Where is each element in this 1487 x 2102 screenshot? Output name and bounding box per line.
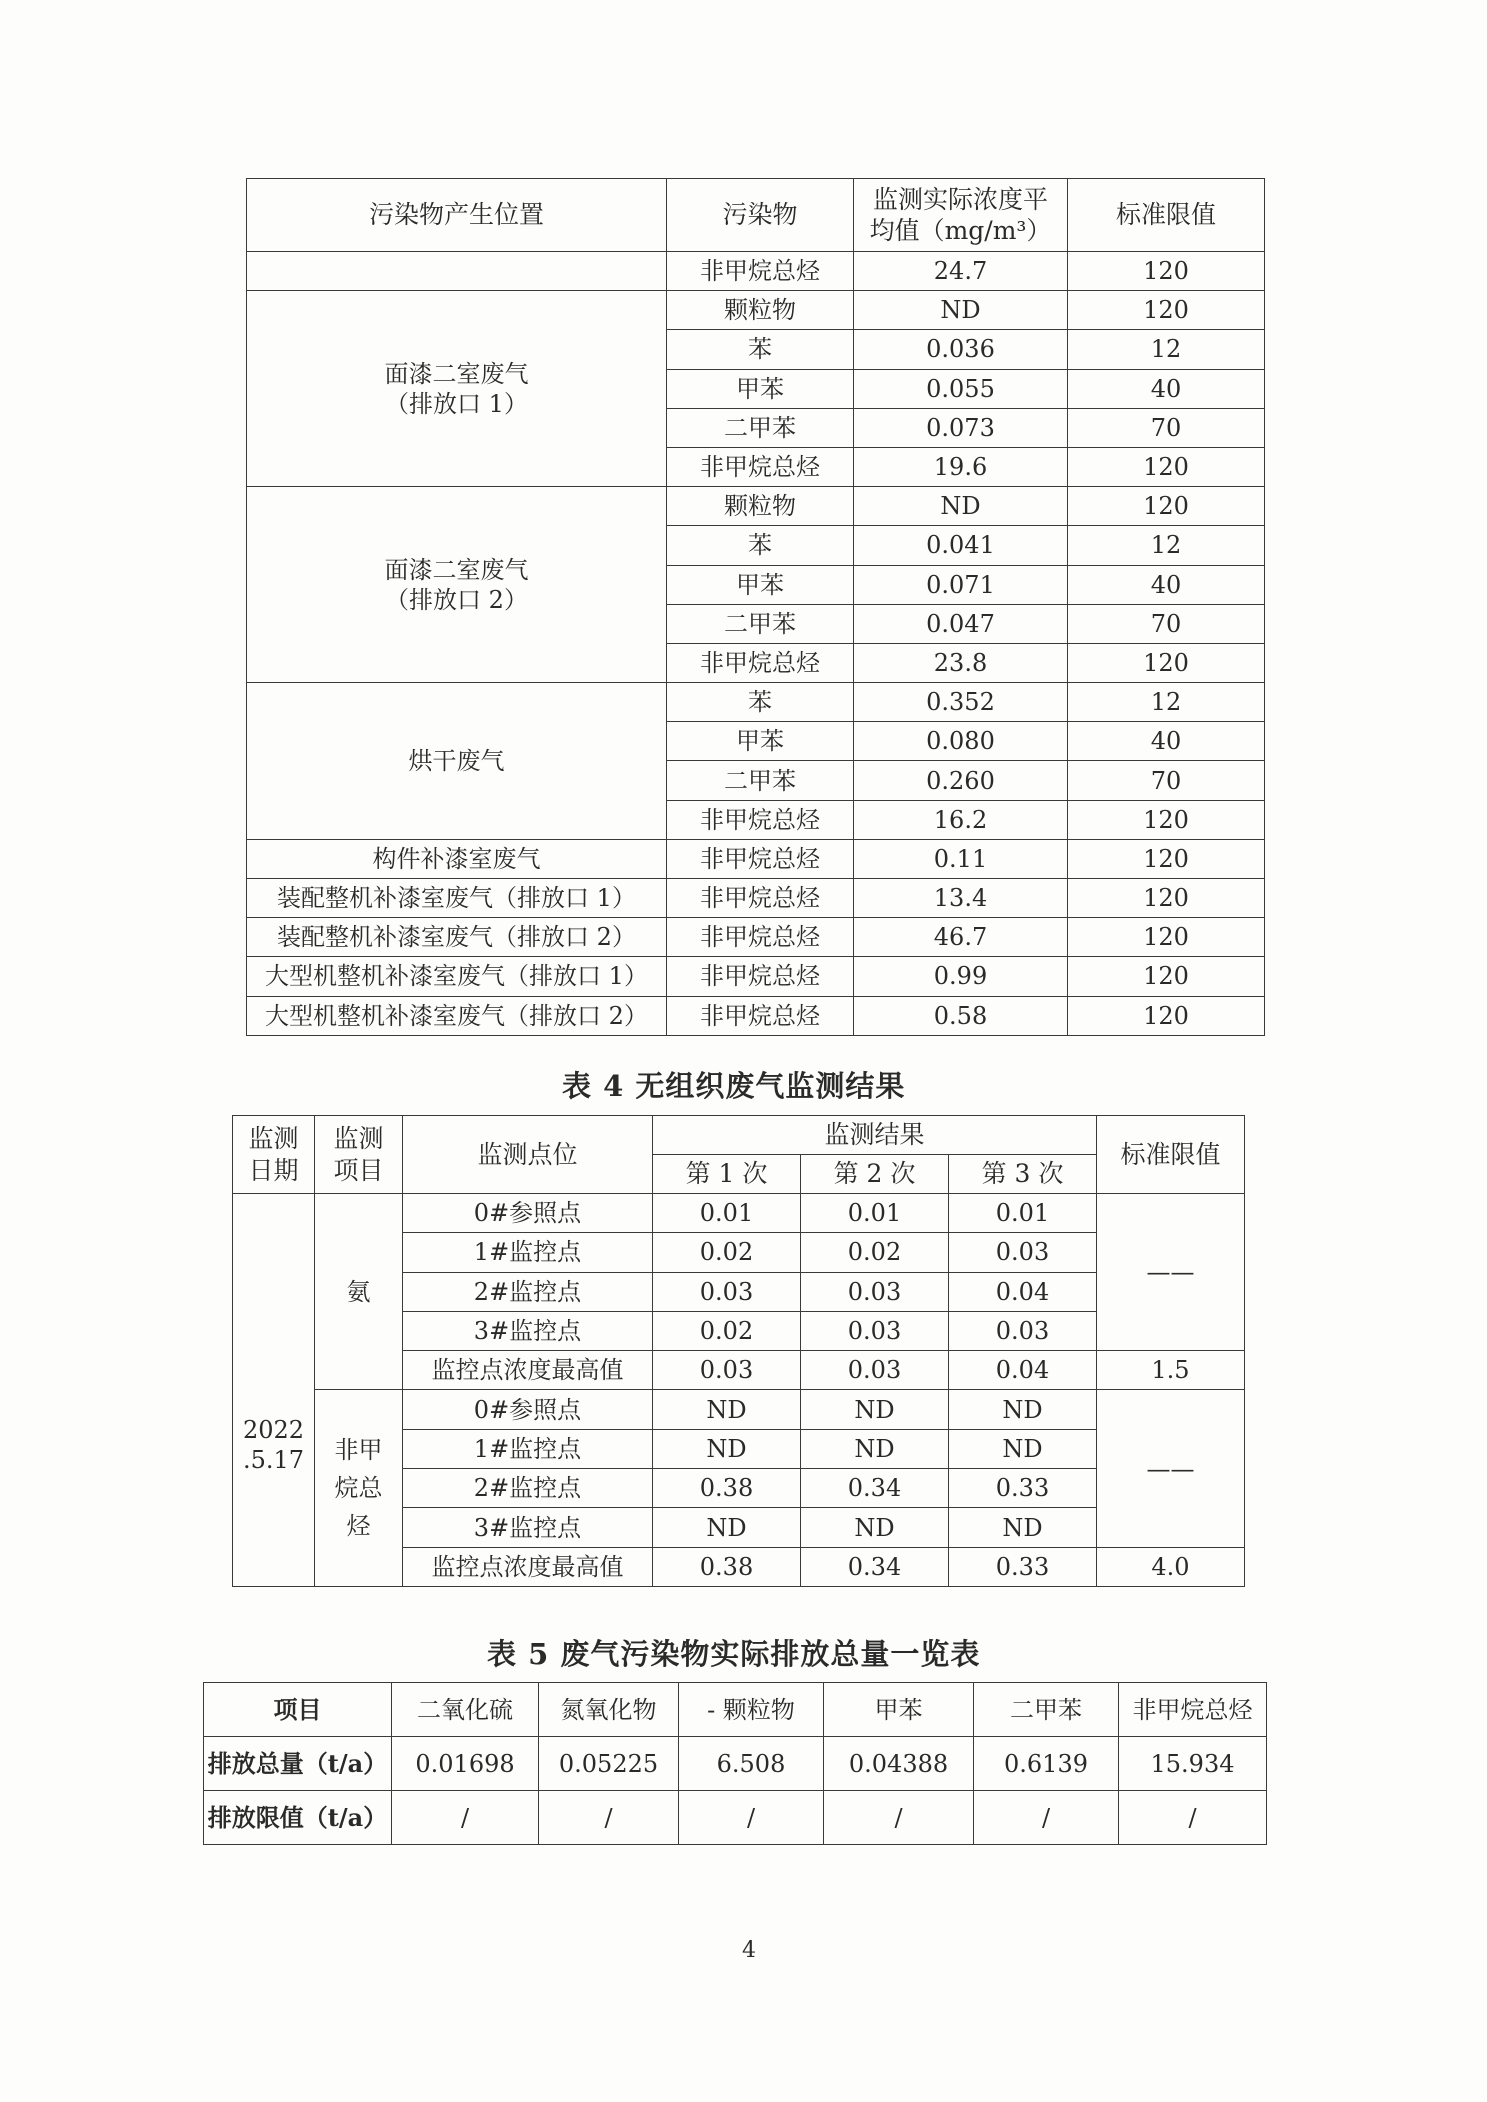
- cell-location-group: 面漆二室废气 （排放口 2）: [247, 487, 667, 683]
- cell-location: 构件补漆室废气: [247, 839, 667, 878]
- cell-value: 0.055: [854, 369, 1068, 408]
- cell-pollutant: 非甲烷总烃: [667, 447, 854, 486]
- cell-limit: 12: [1068, 683, 1265, 722]
- cell-limit: 120: [1068, 918, 1265, 957]
- cell-limit: 120: [1068, 879, 1265, 918]
- cell-value: 0.02: [653, 1311, 801, 1350]
- cell-value: ND: [854, 291, 1068, 330]
- cell-value: ND: [949, 1508, 1097, 1547]
- table-row: [247, 252, 1265, 291]
- cell-pollutant: 非甲烷总烃: [667, 918, 854, 957]
- row-label: 排放总量（t/a）: [204, 1737, 392, 1791]
- table-row: [247, 918, 1265, 957]
- cell-value: ND: [854, 487, 1068, 526]
- cell-value: 0.05225: [539, 1737, 679, 1791]
- cell-pollutant: 二甲苯: [667, 408, 854, 447]
- cell-pollutant: 二甲苯: [667, 604, 854, 643]
- cell-limit: 120: [1068, 839, 1265, 878]
- cell-location: 装配整机补漆室废气（排放口 2）: [247, 918, 667, 957]
- cell-point: 2#监控点: [403, 1469, 653, 1508]
- cell-limit: ——: [1097, 1390, 1245, 1547]
- cell-limit: 120: [1068, 487, 1265, 526]
- table-row: [204, 1683, 1267, 1737]
- cell-pollutant: 颗粒物: [667, 291, 854, 330]
- cell-value: 0.073: [854, 408, 1068, 447]
- cell-value: 0.03: [949, 1233, 1097, 1272]
- cell-pollutant: 苯: [667, 526, 854, 565]
- cell-location: [247, 252, 667, 291]
- cell-limit: 120: [1068, 996, 1265, 1035]
- header-run-1: 第 1 次: [653, 1155, 801, 1194]
- table-emission-totals: [203, 1682, 1267, 1845]
- cell-item: 非甲 烷总 烃: [315, 1390, 403, 1586]
- cell-value: /: [824, 1791, 974, 1845]
- cell-limit: 12: [1068, 526, 1265, 565]
- cell-value: 0.041: [854, 526, 1068, 565]
- cell-value: 0.080: [854, 722, 1068, 761]
- cell-limit: 120: [1068, 447, 1265, 486]
- cell-limit: 120: [1068, 252, 1265, 291]
- cell-value: 0.38: [653, 1469, 801, 1508]
- table-row: [233, 1194, 1245, 1233]
- cell-value: 0.11: [854, 839, 1068, 878]
- header-limit: 标准限值: [1068, 179, 1265, 252]
- cell-value: 0.04388: [824, 1737, 974, 1791]
- cell-value: 0.03: [801, 1351, 949, 1390]
- cell-value: ND: [653, 1429, 801, 1468]
- cell-item: 氨: [315, 1194, 403, 1390]
- header-result: 监测结果: [653, 1116, 1097, 1155]
- cell-value: ND: [801, 1429, 949, 1468]
- cell-pollutant: 非甲烷总烃: [667, 879, 854, 918]
- cell-point: 1#监控点: [403, 1429, 653, 1468]
- header-so2: 二氧化硫: [392, 1683, 539, 1737]
- table-row: [247, 291, 1265, 330]
- cell-value: ND: [801, 1508, 949, 1547]
- cell-value: 0.03: [653, 1272, 801, 1311]
- cell-value: 0.036: [854, 330, 1068, 369]
- cell-point: 2#监控点: [403, 1272, 653, 1311]
- table-row: [247, 683, 1265, 722]
- cell-value: /: [974, 1791, 1119, 1845]
- cell-pollutant: 二甲苯: [667, 761, 854, 800]
- cell-point: 监控点浓度最高值: [403, 1351, 653, 1390]
- table-row: [247, 996, 1265, 1035]
- cell-pollutant: 甲苯: [667, 369, 854, 408]
- cell-value: ND: [653, 1390, 801, 1429]
- cell-point: 0#参照点: [403, 1390, 653, 1429]
- table-row: [247, 839, 1265, 878]
- header-run-2: 第 2 次: [801, 1155, 949, 1194]
- cell-pollutant: 非甲烷总烃: [667, 643, 854, 682]
- cell-value: /: [1119, 1791, 1267, 1845]
- header-run-3: 第 3 次: [949, 1155, 1097, 1194]
- cell-value: 0.33: [949, 1469, 1097, 1508]
- cell-value: 0.260: [854, 761, 1068, 800]
- cell-pollutant: 非甲烷总烃: [667, 800, 854, 839]
- table-emission-concentration: [246, 178, 1265, 1036]
- table5-caption: 表 5 废气污染物实际排放总量一览表: [487, 1637, 981, 1671]
- cell-value: /: [679, 1791, 824, 1845]
- cell-point: 监控点浓度最高值: [403, 1547, 653, 1586]
- cell-value: 0.03: [801, 1311, 949, 1350]
- table-row: [247, 487, 1265, 526]
- table-fugitive-emission: [232, 1115, 1245, 1587]
- cell-value: 0.34: [801, 1547, 949, 1586]
- cell-limit: 70: [1068, 761, 1265, 800]
- cell-value: 0.04: [949, 1351, 1097, 1390]
- cell-value: /: [392, 1791, 539, 1845]
- cell-value: ND: [801, 1390, 949, 1429]
- cell-value: 0.33: [949, 1547, 1097, 1586]
- cell-value: 0.99: [854, 957, 1068, 996]
- cell-pollutant: 甲苯: [667, 722, 854, 761]
- cell-limit: 70: [1068, 408, 1265, 447]
- cell-value: 0.01698: [392, 1737, 539, 1791]
- cell-date: 2022 .5.17: [233, 1194, 315, 1587]
- cell-limit: 40: [1068, 722, 1265, 761]
- cell-value: 16.2: [854, 800, 1068, 839]
- cell-value: 19.6: [854, 447, 1068, 486]
- header-location: 污染物产生位置: [247, 179, 667, 252]
- header-item: 监测 项目: [315, 1116, 403, 1194]
- cell-value: 0.02: [653, 1233, 801, 1272]
- cell-limit: 4.0: [1097, 1547, 1245, 1586]
- cell-value: 0.02: [801, 1233, 949, 1272]
- cell-limit: 12: [1068, 330, 1265, 369]
- header-point: 监测点位: [403, 1116, 653, 1194]
- page-number: 4: [742, 1938, 756, 1963]
- cell-pollutant: 非甲烷总烃: [667, 957, 854, 996]
- header-pollutant: 污染物: [667, 179, 854, 252]
- cell-location: 大型机整机补漆室废气（排放口 1）: [247, 957, 667, 996]
- cell-point: 1#监控点: [403, 1233, 653, 1272]
- header-date: 监测 日期: [233, 1116, 315, 1194]
- table-row: [204, 1791, 1267, 1845]
- cell-value: 0.04: [949, 1272, 1097, 1311]
- cell-limit: 40: [1068, 565, 1265, 604]
- cell-limit: ——: [1097, 1194, 1245, 1351]
- cell-value: /: [539, 1791, 679, 1845]
- cell-value: 0.047: [854, 604, 1068, 643]
- header-nox: 氮氧化物: [539, 1683, 679, 1737]
- cell-value: 0.03: [949, 1311, 1097, 1350]
- cell-value: ND: [949, 1429, 1097, 1468]
- cell-limit: 120: [1068, 957, 1265, 996]
- cell-value: 0.01: [801, 1194, 949, 1233]
- header-item: 项目: [204, 1683, 392, 1737]
- cell-value: 24.7: [854, 252, 1068, 291]
- cell-location: 大型机整机补漆室废气（排放口 2）: [247, 996, 667, 1035]
- cell-pollutant: 颗粒物: [667, 487, 854, 526]
- table-row: [247, 957, 1265, 996]
- cell-point: 0#参照点: [403, 1194, 653, 1233]
- cell-pollutant: 非甲烷总烃: [667, 252, 854, 291]
- cell-location: 装配整机补漆室废气（排放口 1）: [247, 879, 667, 918]
- cell-limit: 120: [1068, 800, 1265, 839]
- header-toluene: 甲苯: [824, 1683, 974, 1737]
- cell-value: 46.7: [854, 918, 1068, 957]
- cell-value: 0.01: [653, 1194, 801, 1233]
- cell-value: 6.508: [679, 1737, 824, 1791]
- cell-value: 15.934: [1119, 1737, 1267, 1791]
- header-particulate: - 颗粒物: [679, 1683, 824, 1737]
- cell-limit: 120: [1068, 291, 1265, 330]
- cell-value: ND: [949, 1390, 1097, 1429]
- header-avg: 监测实际浓度平 均值（mg/m³）: [854, 179, 1068, 252]
- header-limit: 标准限值: [1097, 1116, 1245, 1194]
- header-nmhc: 非甲烷总烃: [1119, 1683, 1267, 1737]
- cell-point: 3#监控点: [403, 1311, 653, 1350]
- cell-pollutant: 苯: [667, 683, 854, 722]
- table4-caption: 表 4 无组织废气监测结果: [562, 1069, 906, 1103]
- row-label: 排放限值（t/a）: [204, 1791, 392, 1845]
- cell-pollutant: 苯: [667, 330, 854, 369]
- table-row: [204, 1737, 1267, 1791]
- header-xylene: 二甲苯: [974, 1683, 1119, 1737]
- table-row: [247, 879, 1265, 918]
- cell-pollutant: 非甲烷总烃: [667, 839, 854, 878]
- cell-value: 0.58: [854, 996, 1068, 1035]
- cell-value: 0.34: [801, 1469, 949, 1508]
- cell-value: ND: [653, 1508, 801, 1547]
- cell-location-group: 面漆二室废气 （排放口 1）: [247, 291, 667, 487]
- cell-pollutant: 非甲烷总烃: [667, 996, 854, 1035]
- cell-value: 0.03: [653, 1351, 801, 1390]
- cell-pollutant: 甲苯: [667, 565, 854, 604]
- cell-value: 0.071: [854, 565, 1068, 604]
- cell-limit: 70: [1068, 604, 1265, 643]
- cell-value: 23.8: [854, 643, 1068, 682]
- cell-limit: 120: [1068, 643, 1265, 682]
- cell-location-group: 烘干废气: [247, 683, 667, 840]
- cell-limit: 40: [1068, 369, 1265, 408]
- cell-point: 3#监控点: [403, 1508, 653, 1547]
- cell-value: 0.352: [854, 683, 1068, 722]
- cell-value: 0.01: [949, 1194, 1097, 1233]
- table-row: [233, 1390, 1245, 1429]
- cell-value: 0.6139: [974, 1737, 1119, 1791]
- cell-limit: 1.5: [1097, 1351, 1245, 1390]
- cell-value: 0.38: [653, 1547, 801, 1586]
- cell-value: 13.4: [854, 879, 1068, 918]
- cell-value: 0.03: [801, 1272, 949, 1311]
